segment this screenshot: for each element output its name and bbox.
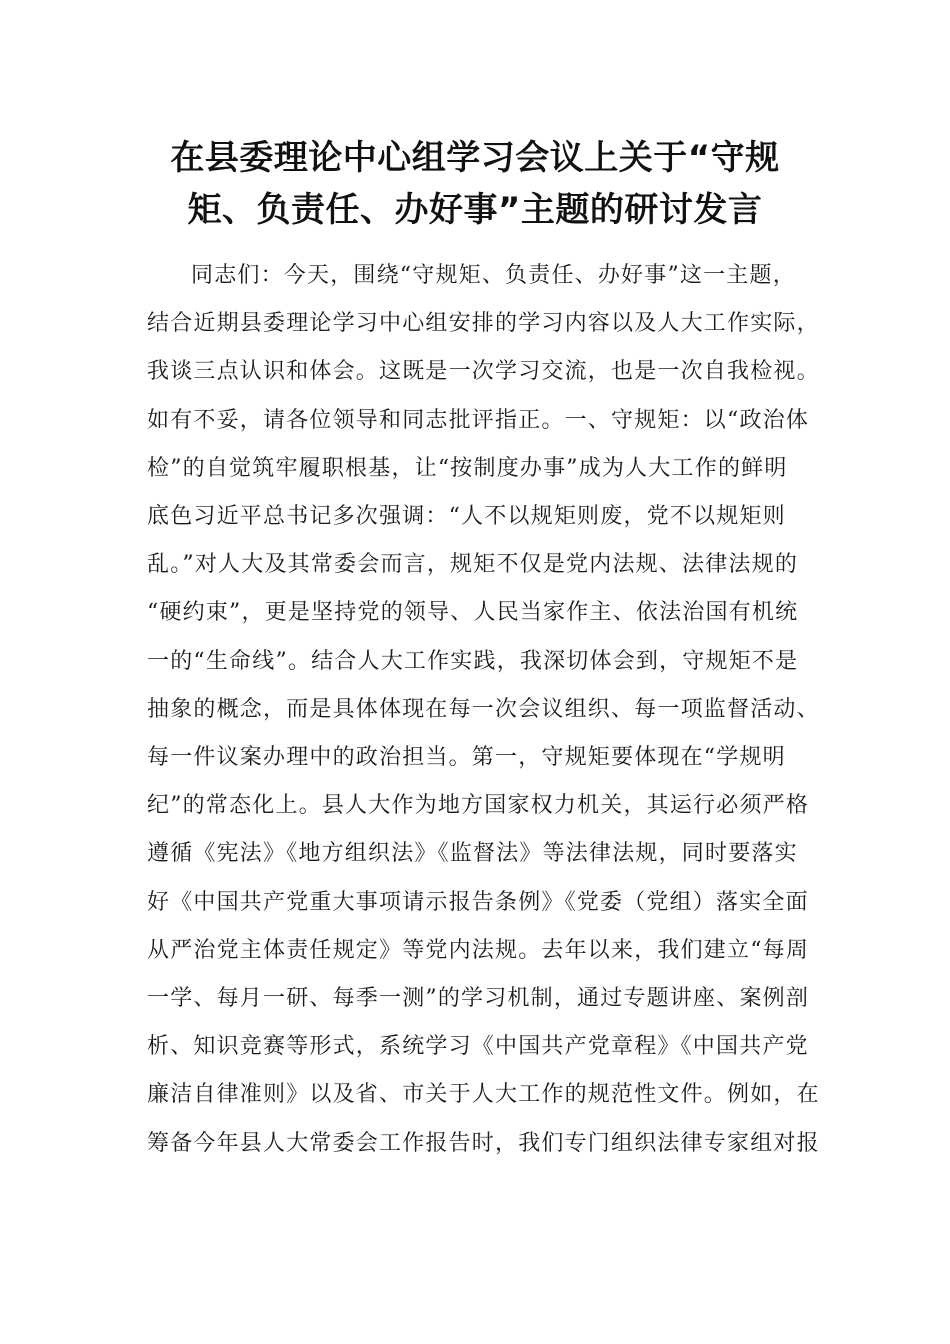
speech-body <box>147 252 820 1168</box>
document-title <box>120 132 830 236</box>
body-line: 筹备今年县人大常委会工作报告时，我们专门组织法律专家组对报 <box>147 1130 820 1156</box>
body-line: 一学、每月一研、每季一测”的学习机制，通过专题讲座、案例剖 <box>147 986 810 1012</box>
body-line: 好《中国共产党重大事项请示报告条例》《党委（党组）落实全面 <box>147 889 809 915</box>
body-line: 抽象的概念，而是具体体现在每一次会议组织、每一项监督活动、 <box>147 696 820 722</box>
body-line: 底色习近平总书记多次强调：“人不以规矩则废，党不以规矩则 <box>147 504 786 530</box>
body-line: 同志们：今天，围绕“守规矩、负责任、办好事”这一主题， <box>191 263 796 288</box>
body-line: 我谈三点认识和体会。这既是一次学习交流，也是一次自我检视。 <box>147 359 820 385</box>
body-line: “硬约束”，更是坚持党的领导、人民当家作主、依法治国有机统 <box>147 600 799 626</box>
body-line: 析、知识竞赛等形式，系统学习《中国共产党章程》《中国共产党 <box>147 1034 809 1060</box>
body-line: 如有不妥，请各位领导和同志批评指正。一、守规矩：以“政治体 <box>147 407 810 433</box>
body-line: 每一件议案办理中的政治担当。第一，守规矩要体现在“学规明 <box>147 745 786 771</box>
body-line: 结合近期县委理论学习中心组安排的学习内容以及人大工作实际， <box>147 311 820 337</box>
body-line: 检”的自觉筑牢履职根基，让“按制度办事”成为人大工作的鲜明 <box>147 455 788 481</box>
body-line: 遵循《宪法》《地方组织法》《监督法》等法律法规，同时要落实 <box>147 841 798 867</box>
title-line: 矩、负责任、办好事”主题的研讨发言 <box>187 190 763 230</box>
body-line: 乱。”对人大及其常委会而言，规矩不仅是党内法规、法律法规的 <box>147 552 799 578</box>
body-line: 廉洁自律准则》以及省、市关于人大工作的规范性文件。例如，在 <box>147 1082 820 1108</box>
body-line: 从严治党主体责任规定》等党内法规。去年以来，我们建立“每周 <box>147 937 810 963</box>
body-line: 一的“生命线”。结合人大工作实践，我深切体会到，守规矩不是 <box>147 648 799 674</box>
title-line: 在县委理论中心组学习会议上关于“守规 <box>170 138 780 178</box>
body-line: 纪”的常态化上。县人大作为地方国家权力机关，其运行必须严格 <box>147 793 810 819</box>
